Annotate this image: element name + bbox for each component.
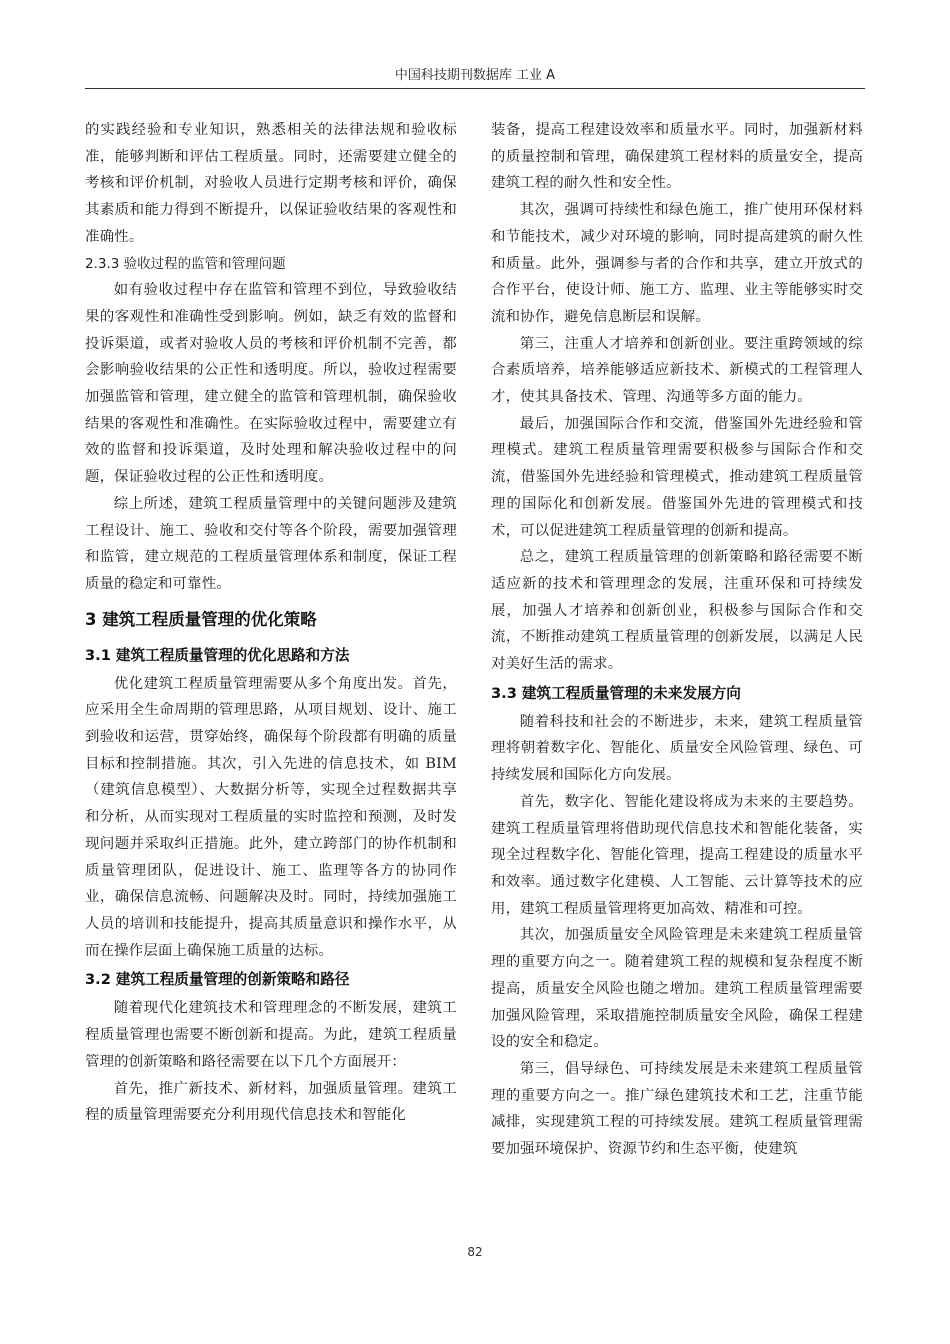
page-number: 82 (467, 1245, 483, 1259)
paragraph: 首先，推广新技术、新材料，加强质量管理。建筑工程的质量管理需要充分利用现代信息技术和智能化 (85, 1080, 457, 1124)
paragraph: 其次，强调可持续性和绿色施工，推广使用环保材料和节能技术，减少对环境的影响，同时提高建筑的耐久性和质量。此外，强调参与者的合作和共享，建立开放式的合作平台，使设计师、施工方、监理、业主等能够实时交流和协作，避免信息断层和误解。 (491, 202, 863, 325)
paragraph: 综上所述，建筑工程质量管理中的关键问题涉及建筑工程设计、施工、验收和交付等各个阶段，需要加强管理和监管，建立规范的工程质量管理体系和制度，保证工程质量的稳定和可靠性。 (85, 495, 457, 592)
paragraph: 首先，数字化、智能化建设将成为未来的主要趋势。建筑工程质量管理将借助现代信息技术和智能化装备，实现全过程数字化、智能化管理，提高工程建设的质量水平和效率。通过数字化建模、人工智能、云计算等技术的应用，建筑工程质量管理将更加高效、精准和可控。 (491, 793, 863, 917)
right-column (491, 117, 863, 1163)
paragraph: 如有验收过程中存在监管和管理不到位，导致验收结果的客观性和准确性受到影响。例如，缺乏有效的监督和投诉渠道，或者对验收人员的考核和评价机制不完善，都会影响验收结果的公正性和透明度。所以，验收过程需要加强监管和管理，建立健全的监管和管理机制，确保验收结果的客观性和准确性。在实际验收过程中，需要建立有效的监督和投诉渠道，及时处理和解决验收过程中的问题，保证验收过程的公正性和透明度。 (85, 282, 457, 486)
paragraph: 总之，建筑工程质量管理的创新策略和路径需要不断适应新的技术和管理理念的发展，注重环保和可持续发展，加强人才培养和创新创业，积极参与国际合作和交流，不断推动建筑工程质量管理的创新发展，以满足人民对美好生活的需求。 (491, 549, 863, 673)
paragraph: 的实践经验和专业知识，熟悉相关的法律法规和验收标准，能够判断和评估工程质量。同时，还需要建立健全的考核和评价机制，对验收人员进行定期考核和评价，确保其素质和能力得到不断提升，以保证验收结果的客观性和准确性。 (85, 122, 457, 245)
journal-header: 中国科技期刊数据库 工业 A (394, 68, 556, 83)
paragraph: 其次，加强质量安全风险管理是未来建筑工程质量管理的重要方向之一。随着建筑工程的规模和复杂程度不断提高，质量安全风险也随之增加。建筑工程质量管理需要加强风险管理，采取措施控制质量安全风险，确保工程建设的安全和稳定。 (491, 927, 863, 1051)
paragraph: 最后，加强国际合作和交流，借鉴国外先进经验和管理模式。建筑工程质量管理需要积极参与国际合作和交流，借鉴国外先进经验和管理模式，推动建筑工程质量管理的国际化和创新发展。借鉴国外先进的管理模式和技术，可以促进建筑工程质量管理的创新和提高。 (491, 415, 863, 539)
left-column (85, 117, 457, 1129)
paragraph: 第三，倡导绿色、可持续发展是未来建筑工程质量管理的重要方向之一。推广绿色建筑技术和工艺，注重节能减排，实现建筑工程的可持续发展。建筑工程质量管理需要加强环境保护、资源节约和生态平衡，使建筑 (491, 1060, 863, 1158)
section-heading-3-2: 3.2 建筑工程质量管理的创新策略和路径 (85, 971, 350, 989)
subsection-heading-2-3-3: 2.3.3 验收过程的监管和管理问题 (85, 255, 286, 272)
section-heading-3-3: 3.3 建筑工程质量管理的未来发展方向 (491, 684, 741, 702)
paragraph: 随着现代化建筑技术和管理理念的不断发展，建筑工程质量管理也需要不断创新和提高。为此，建筑工程质量管理的创新策略和路径需要在以下几个方面展开： (85, 1000, 457, 1070)
section-heading-3-1: 3.1 建筑工程质量管理的优化思路和方法 (85, 646, 350, 664)
paragraph: 优化建筑工程质量管理需要从多个角度出发。首先，应采用全生命周期的管理思路，从项目规划、设计、施工到验收和运营，贯穿始终，确保每个阶段都有明确的质量目标和控制措施。其次，引入先进的信息技术，如 BIM（建筑信息模型）、大数据分析等，实现全过程数据共享和分析，从而实现对工程质量的实时监控和预测，及时发现问题并采取纠正措施。此外，建立跨部门的协作机制和质量管理团队，促进设计、施工、监理等各方的协同作业，确保信息流畅、问题解决及时。同时，持续加强施工人员的培训和技能提升，提高其质量意识和操作水平，从而在操作层面上确保施工质量的达标。 (85, 675, 457, 959)
paragraph: 装备，提高工程建设效率和质量水平。同时，加强新材料的质量控制和管理，确保建筑工程材料的质量安全，提高建筑工程的耐久性和安全性。 (491, 122, 863, 192)
paragraph: 第三，注重人才培养和创新创业。要注重跨领域的综合素质培养，培养能够适应新技术、新模式的工程管理人才，使其具备技术、管理、沟通等多方面的能力。 (491, 335, 863, 406)
section-heading-3: 3 建筑工程质量管理的优化策略 (85, 609, 317, 629)
paragraph: 随着科技和社会的不断进步，未来，建筑工程质量管理将朝着数字化、智能化、质量安全风险管理、绿色、可持续发展和国际化方向发展。 (491, 713, 863, 784)
header-divider (85, 88, 865, 89)
